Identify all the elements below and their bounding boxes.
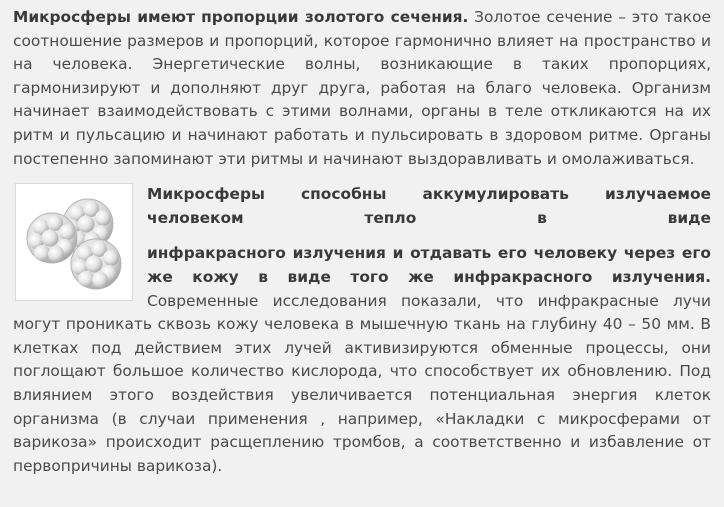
paragraph-golden-ratio-lead: Микросферы имеют пропорции золотого сечения.: [13, 8, 469, 26]
microspheres-icon: [16, 184, 132, 300]
paragraph-infrared-body: Современные исследования показали, что инфракрасные лучи могут проникать сквозь кожу человека в мышечную ткань на глубину 40 – 50 мм. В клетках под действием этих лучей активизируются обменные процессы, они поглощают большое количество кислорода, что способствует их обновлению. Под влиянием этого воздействия увеличивается потенциальная энергия клеток организма (в случаи применения , например, «Накладки с микросферами от варикоза» происходит расщеплению тромбов, а соответственно и избавление от первопричины варикоза).: [13, 291, 711, 475]
paragraph-golden-ratio: [13, 6, 711, 171]
microspheres-image: [15, 183, 133, 301]
paragraph-infrared-lead-1: Микросферы способны аккумулировать излучаемое человеком тепло в виде: [147, 185, 711, 227]
paragraph-infrared: [13, 183, 711, 478]
paragraph-infrared-lead-2: инфракрасного излучения и отдавать его человеку через его же кожу в виде того же инфракрасного излучения.: [147, 244, 711, 286]
paragraph-golden-ratio-body: Золотое сечение – это такое соотношение размеров и пропорций, которое гармонично влияет на пространство и на человека. Энергетические волны, возникающие в таких пропорциях, гармонизируют и дополняют друг друга, работая на благо человека. Организм начинает взаимодействовать с этими волнами, органы в теле откликаются на их ритм и пульсацию и начинают работать и пульсировать в здоровом ритме. Органы постепенно запоминают эти ритмы и начинают выздоравливать и омолаживаться.: [13, 8, 711, 168]
